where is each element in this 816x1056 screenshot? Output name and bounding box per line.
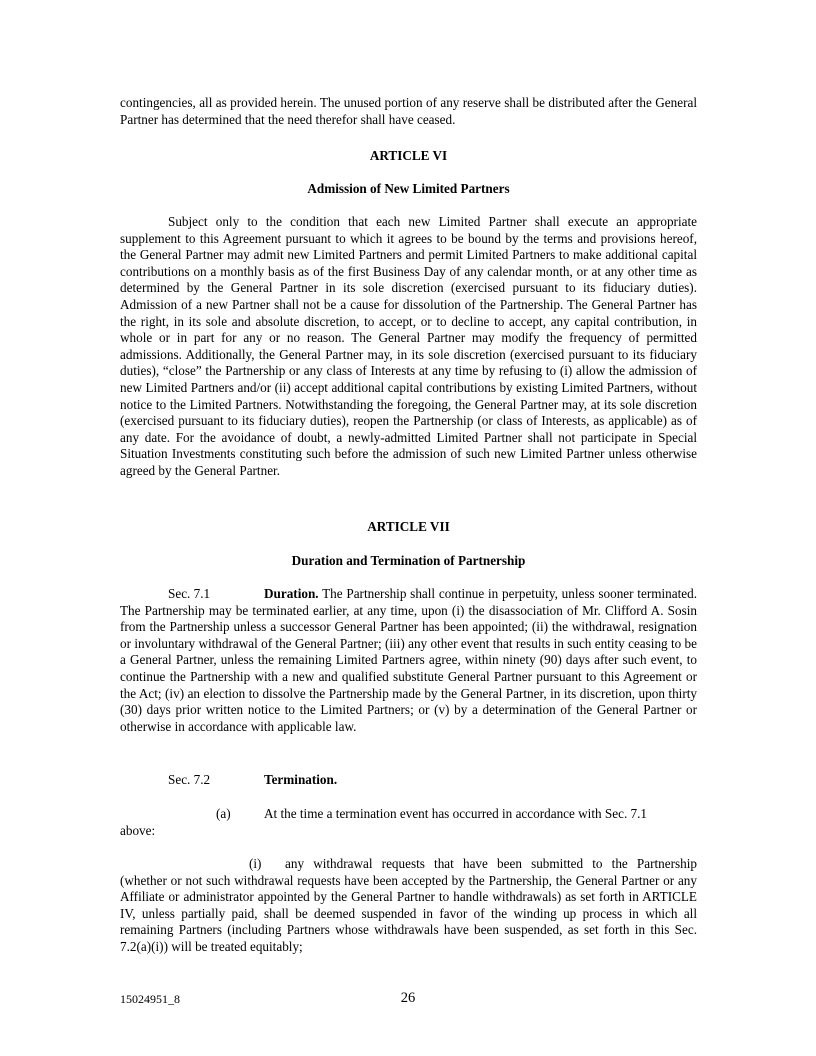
sec-7-2-a-i-rest: (whether or not such withdrawal requests have been accepted by the Partnership, the General Partner or any Affiliate or administrator appointed by the General Partner to handle withdrawals) as set forth in ARTICLE IV, unless partially paid, shall be deemed suspended in favor of the winding up process in which all remaining Partners (including Partners whose withdrawals have been suspended, as set forth in this Sec. 7.2(a)(i)) will be treated equitably; <box>120 872 697 954</box>
page-number: 26 <box>400 990 416 1006</box>
article-vi-body: Subject only to the condition that each new Limited Partner shall execute an appropriate supplement to this Agreement pursuant to which it agrees to be bound by the terms and provisions hereof, the General Partner may admit new Limited Partners and permit Limited Partners to make additional capital contributions on a monthly basis as of the first Business Day of any calendar month, or at any other time as determined by the General Partner in its sole discretion (exercised pursuant to its fiduciary duties). Admission of a new Partner shall not be a cause for dissolution of the Partnership. The General Partner has the right, in its sole and absolute discretion, to accept, or to decline to accept, any capital contribution, in whole or in part for any or no reason. The General Partner may modify the frequency of permitted admissions. Additionally, the General Partner may, in its sole discretion (exercised pursuant to its fiduciary duties), “close” the Partnership or any class of Interests at any time by refusing to (i) allow the admission of new Limited Partners and/or (ii) accept additional capital contributions by existing Limited Partners, without notice to the Limited Partners. Notwithstanding the foregoing, the General Partner may, at its sole discretion (exercised pursuant to its fiduciary duties), reopen the Partnership (or class of Interests, as applicable) as of any date. For the avoidance of doubt, a newly-admitted Limited Partner shall not participate in Special Situation Investments constituting such before the admission of such new Limited Partner unless otherwise agreed by the General Partner. <box>120 214 697 478</box>
sec-7-2-a-i <box>120 856 697 956</box>
sec-7-2-a-i-label: (i) <box>249 856 262 871</box>
sec-7-2-title: Termination. <box>264 772 338 787</box>
sec-7-1-title: Duration. <box>264 586 319 601</box>
sec-7-2-a-label: (a) <box>216 806 231 821</box>
sec-7-1-paragraph <box>120 586 697 735</box>
sec-7-2-a-line1: At the time a termination event has occurred in accordance with Sec. 7.1 <box>264 806 648 821</box>
document-id: 15024951_8 <box>120 992 180 1006</box>
sec-7-2-a-i-first: any withdrawal requests that have been submitted to the Partnership <box>285 856 697 871</box>
article-vi-subheading: Admission of New Limited Partners <box>307 181 510 196</box>
sec-7-1-number: Sec. 7.1 <box>168 586 211 601</box>
sec-7-2-a-line2: above: <box>120 822 156 838</box>
sec-7-1-body: The Partnership shall continue in perpetuity, unless sooner terminated. The Partnership may be terminated earlier, at any time, upon (i) the disassociation of Mr. Clifford A. Sosin from the Partnership unless a successor General Partner has been appointed; (ii) the withdrawal, resignation or involuntary withdrawal of the General Partner; (iii) any other event that results in such entity ceasing to be a General Partner, unless the remaining Limited Partners agree, within ninety (90) days after such event, to continue the Partnership with a new and qualified substitute General Partner pursuant to this Agreement or the Act; (iv) an election to dissolve the Partnership made by the General Partner, in its discretion, upon thirty (30) days prior written notice to the Limited Partners; or (v) by a determination of the General Partner or otherwise in accordance with applicable law. <box>120 586 697 734</box>
sec-7-2-number: Sec. 7.2 <box>168 772 211 787</box>
article-vii-subheading: Duration and Termination of Partnership <box>291 553 526 568</box>
continuation-paragraph: contingencies, all as provided herein. The unused portion of any reserve shall be distributed after the General Partner has determined that the need therefor shall have ceased. <box>120 95 697 127</box>
article-vi-heading: ARTICLE VI <box>369 148 448 163</box>
article-vii-heading: ARTICLE VII <box>367 519 450 534</box>
sec-7-2-a <box>120 806 697 839</box>
